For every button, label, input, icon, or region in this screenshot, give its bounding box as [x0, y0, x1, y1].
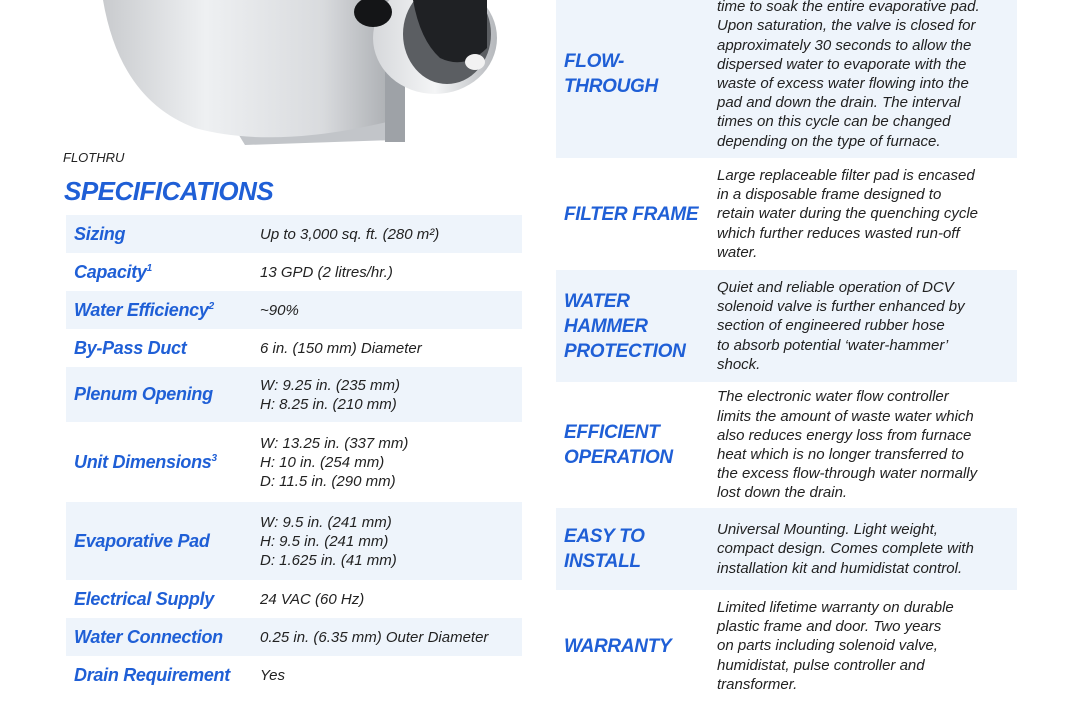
spec-value: Yes — [260, 666, 286, 684]
feature-row — [556, 508, 1017, 590]
spec-label: Water Connection — [74, 626, 223, 647]
spec-value: W: 9.25 in. (235 mm) H: 8.25 in. (210 mm) — [260, 376, 401, 413]
spec-row — [66, 422, 522, 502]
spec-value: ~90% — [260, 301, 299, 319]
feature-description: Large replaceable filter pad is encased in a disposable frame designed to retain water during the quenching cycle which further reduces wasted run-off water. — [717, 166, 978, 261]
spec-row — [66, 329, 522, 367]
feature-row — [556, 158, 1017, 270]
feature-row — [556, 270, 1017, 382]
feature-label: WATER HAMMER PROTECTION — [564, 290, 686, 362]
spec-row — [66, 502, 522, 580]
spec-label: Drain Requirement — [74, 664, 230, 685]
feature-row — [556, 590, 1017, 702]
spec-row — [66, 618, 522, 656]
specifications-table — [66, 215, 522, 694]
feature-label: EFFICIENT OPERATION — [564, 422, 673, 468]
spec-value: Up to 3,000 sq. ft. (280 m²) — [260, 225, 440, 243]
feature-row — [556, 0, 1017, 158]
feature-label: EASY TO INSTALL — [564, 526, 645, 572]
spec-label: Water Efficiency$^2$ — [74, 299, 214, 320]
product-image — [95, 0, 525, 150]
feature-label: FLOW-THROUGH — [564, 51, 658, 97]
spec-label: Evaporative Pad — [74, 530, 210, 551]
spec-value: 6 in. (150 mm) Diameter — [260, 339, 422, 357]
spec-value: W: 9.5 in. (241 mm) H: 9.5 in. (241 mm) D: 1.625 in. (41 mm) — [260, 513, 397, 569]
spec-label: Electrical Supply — [74, 588, 214, 609]
image-caption: FLOTHRU — [63, 150, 125, 165]
spec-label: Plenum Opening — [74, 384, 213, 404]
spec-value: 0.25 in. (6.35 mm) Outer Diameter — [260, 628, 489, 646]
feature-description: Limited lifetime warranty on durable plastic frame and door. Two years on parts including solenoid valve, humidistat, pulse controller and transformer. — [717, 598, 954, 693]
feature-description: Quiet and reliable operation of DCV solenoid valve is further enhanced by section of engineered rubber hose to absorb potential ‘water-hammer’ shock. — [717, 278, 965, 373]
feature-label: WARRANTY — [564, 635, 672, 657]
features-table — [556, 0, 1017, 702]
spec-label: Unit Dimensions$^3$ — [74, 451, 217, 472]
spec-value: W: 13.25 in. (337 mm) H: 10 in. (254 mm) D: 11.5 in. (290 mm) — [260, 434, 409, 490]
feature-description: Universal Mounting. Light weight, compact design. Comes complete with installation kit and humidistat control. — [717, 521, 974, 577]
spec-row — [66, 656, 522, 694]
spec-label: Capacity$^1$ — [74, 261, 152, 282]
spec-row — [66, 253, 522, 291]
feature-label: FILTER FRAME — [564, 203, 699, 225]
spec-label: By-Pass Duct — [74, 337, 187, 358]
spec-label: Sizing — [74, 223, 126, 244]
spec-value: 24 VAC (60 Hz) — [260, 590, 365, 608]
feature-row — [556, 382, 1017, 508]
spec-row — [66, 291, 522, 329]
spec-row — [66, 367, 522, 422]
spec-value: 13 GPD (2 litres/hr.) — [260, 263, 393, 281]
spec-row — [66, 215, 522, 253]
spec-row — [66, 580, 522, 618]
specifications-heading: SPECIFICATIONS — [64, 176, 274, 206]
feature-description: The electronic water flow controller limits the amount of waste water which also reduces energy loss from furnace heat which is no longer transferred to the excess flow-through water normally lost down the drain. — [717, 388, 978, 502]
feature-description: time to soak the entire evaporative pad. Upon saturation, the valve is closed for approximately 30 seconds to allow the dispersed water to evaporate with the waste of excess water flowing into the pad and down the drain. The interval times on this cycle can be changed depending on the type of furnace. — [717, 0, 980, 150]
